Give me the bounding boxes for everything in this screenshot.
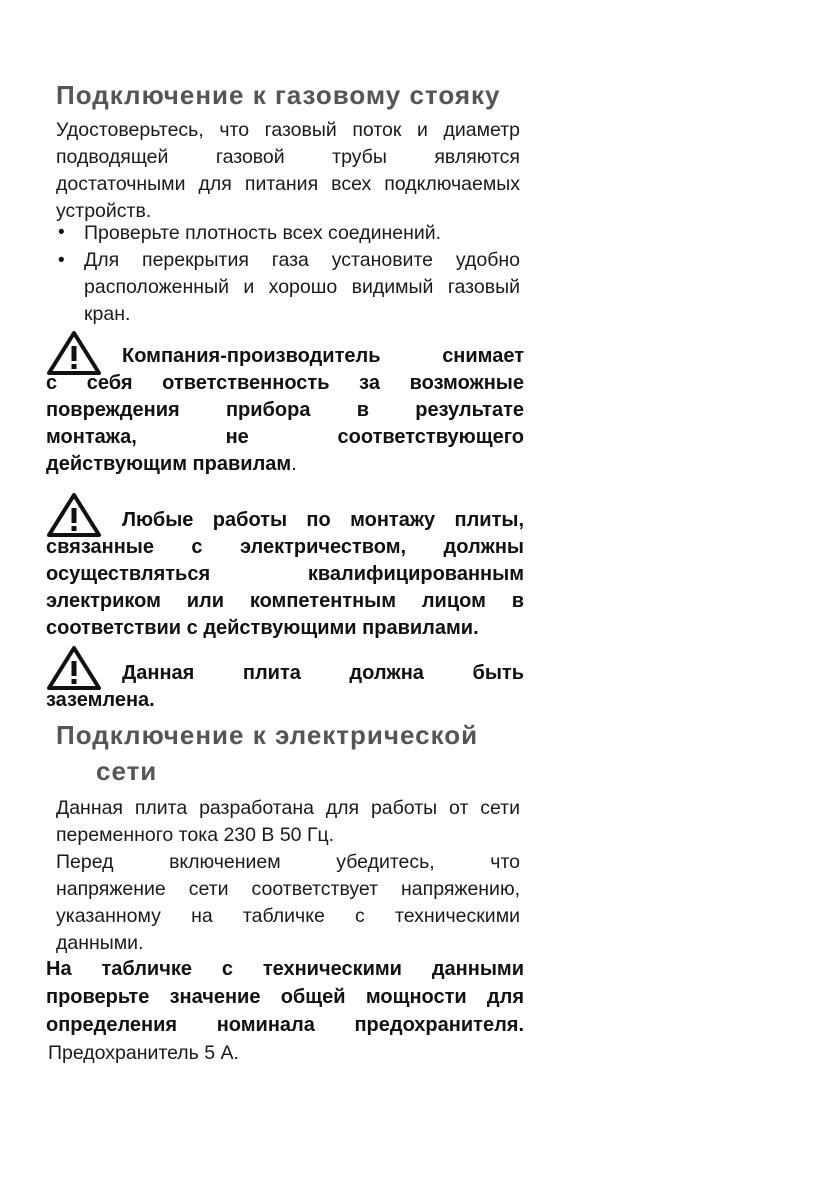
warning-1-line: монтажа, не соответствующего: [46, 426, 524, 448]
electric-bold-line: проверьте значение общей мощности для: [46, 986, 524, 1008]
gas-para-line: Удостоверьтесь, что газовый поток и диаметр: [56, 119, 520, 141]
warning-triangle-icon: [46, 645, 102, 691]
electric-para-line: Перед включением убедитесь, что: [56, 851, 520, 873]
gas-para-line: устройств.: [56, 200, 152, 222]
warning-1-line: Компания-производитель снимает: [122, 345, 524, 367]
electric-para-line: данными.: [56, 932, 144, 954]
section-title-electric-cont: сети: [96, 756, 158, 786]
warning-triangle-icon: [46, 492, 102, 538]
gas-para-line: подводящей газовой трубы являются: [56, 146, 520, 168]
warning-2-line: связанные с электричеством, должны: [46, 536, 524, 558]
electric-para-line: указанному на табличке с техническими: [56, 905, 520, 927]
warning-1-line: действующим правилам: [46, 453, 292, 475]
gas-para-line: достаточными для питания всех подключаемых: [56, 173, 520, 195]
bullet-marker: •: [58, 222, 65, 243]
warning-1-period: .: [291, 453, 297, 475]
warning-2-line: соответствии с действующими правилами.: [46, 617, 479, 639]
warning-2-line: электриком или компетентным лицом в: [46, 590, 524, 612]
section-title-gas: Подключение к газовому стояку: [56, 80, 501, 110]
electric-bold-line: На табличке с техническими данными: [46, 958, 524, 980]
electric-para-line: Данная плита разработана для работы от сети: [56, 797, 520, 819]
gas-bullet-1: Проверьте плотность всех соединений.: [84, 222, 442, 244]
warning-3-line: Данная плита должна быть: [122, 662, 524, 684]
electric-para-line: напряжение сети соответствует напряжению,: [56, 878, 520, 900]
electric-para-line: переменного тока 230 В 50 Гц.: [56, 824, 335, 846]
gas-bullet-2-line: Для перекрытия газа установите удобно: [84, 249, 520, 271]
warning-1-line: с себя ответственность за возможные: [46, 372, 524, 394]
warning-3-line: заземлена.: [46, 689, 155, 711]
warning-2-line: осуществляться квалифицированным: [46, 563, 524, 585]
warning-1-line: повреждения прибора в результате: [46, 399, 524, 421]
warning-1-last-line: [46, 451, 524, 478]
gas-bullet-2-line: расположенный и хорошо видимый газовый: [84, 276, 520, 298]
fuse-rating: Предохранитель 5 А.: [48, 1042, 239, 1064]
warning-2-line: Любые работы по монтажу плиты,: [122, 509, 524, 531]
section-title-electric: Подключение к электрической: [56, 720, 479, 750]
gas-bullet-2-line: кран.: [84, 303, 131, 325]
bullet-marker: •: [58, 250, 65, 271]
electric-bold-line: определения номинала предохранителя.: [46, 1014, 524, 1036]
